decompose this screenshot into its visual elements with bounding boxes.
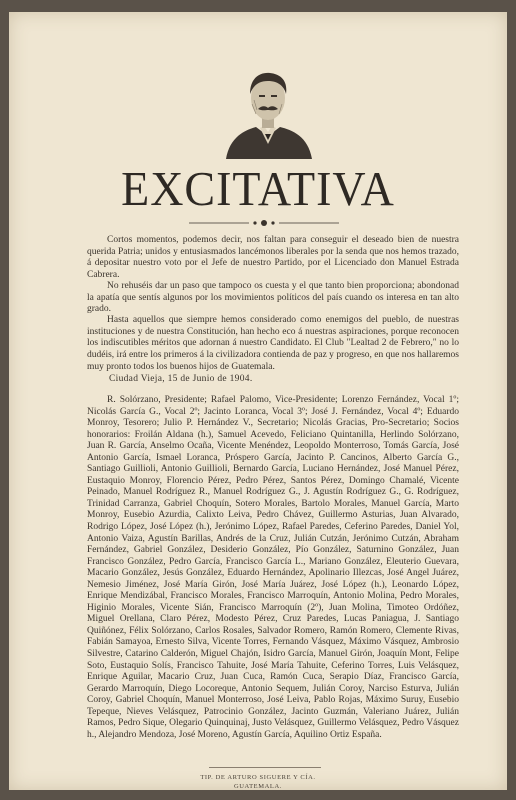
portrait-engraving — [222, 64, 314, 159]
paragraph-2: No rehuséis dar un paso que tampoco os cuesta y el que tanto bien proporciona; abondonad la apatía que sentís algunos por los movimientos políticos del país cuando os interesa en tan alto grado. — [87, 281, 459, 315]
printer-rule — [209, 767, 321, 768]
page-title: EXCITATIVA — [121, 161, 395, 216]
printer-name: TIP. DE ARTURO SIGUERE Y CÍA. — [200, 774, 316, 781]
dateline: Ciudad Vieja, 15 de Junio de 1904. — [109, 374, 253, 384]
paragraph-1: Cortos momentos, podemos decir, nos faltan para conseguir el deseado bien de nuestra querida Patria; unidos y entusiasmados lancémonos liberales por la senda que nos hemos trazado, á depositar nuestro voto por el Jefe de nuestro Partido, por el Licenciado don Manuel Estrada Cabrera. — [87, 235, 459, 281]
printer-imprint — [9, 773, 507, 791]
ornament-divider — [189, 218, 339, 228]
paragraph-3: Hasta aquellos que siempre hemos considerado como enemigos del pueblo, de nuestras instituciones y de nuestra Constitución, han hecho eco á nuestras aspiraciones, porque reconocen los indiscutibles méritos que adornan á nuestro Candidato. El Club "Lealtad 2 de Febrero," no lo dudéis, irá entre los primeros á la civilizadora contienda de paz y progreso, en que nos hallaremos muy pronto todos los buenos hijos de Guatemala. — [87, 315, 459, 372]
signers-list: R. Solórzano, Presidente; Rafael Palomo, Vice-Presidente; Lorenzo Fernández, Vocal 1º; Nicolás García G., Vocal 2º; Jacinto Loranca, Vocal 3º; José J. Fernández, Vocal 4º; Eduardo Monroy, Tesorero; Julio P. Hernández V., Secretario; Nicolás Gracias, Pro-Secretario; Socios honorarios: Froilán Aldana (h.), Samuel Acevedo, Feliciano Quintanilla, Herlindo Solórzano, Juan R. García, Anselmo Ocaña, Vicente Menéndez, Leopoldo Monterroso, Tomás García, José Antonio García, Ismael Loranca, Próspero García, Jacinto P. Cancinos, Alberto García G., Santiago Guillioli, Antonio Guillioli, Bernardo García, Luciano Hernández, José Manuel Pérez, Eustaquio Monroy, Florencio Pérez, Pedro Pérez, Santos Pérez, Domingo Chamalé, Vicente Peinado, Manuel Rodríguez R., Manuel Rodríguez G., J. Agustín Rodríguez G., G. Rodríguez, Trinidad Carranza, Gabriel Choquín, Sotero Morales, Bartolo Morales, Manuel García, Marto Monroy, Eusebio Azurdia, Calixto Leiva, Pedro Chávez, Guillermo Asturias, Juan Alvarado, Rodrigo López, José López (h.), Jerónimo López, Rafael Paredes, Ceferino Paredes, Daniel Yol, Antonio Vaiza, Agustín Barillas, Andrés de la Cruz, Julián Cutzán, Jerónimo Cutzán, Abraham Fernández, Gabriel González, Desiderio González, Pío González, Saturnino González, Juan Francisco González, Pedro García, Francisco García L., Mariano González, Eleuterio Guevara, Macario González, Jesús González, Eduardo Hernández, Apolinario Illezcas, José Angel Juárez, Nemesio Jiménez, José María Girón, José María Juárez, José López (h.), Leonardo López, Enrique Mendizábal, Francisco Morales, Francisco Marroquín, Antonio Molina, Pedro Morales, Higinio Morales, Vicente Sián, Francisco Marroquín (2º), Juan Molina, Timoteo Ordóñez, Miguel Orellana, Claro Pérez, Modesto Pérez, Cruz Paredes, Lucas Paniagua, J. Santiago Quiñónez, Félix Solórzano, Carlos Rosales, Salvador Romero, Ramón Romero, Clemente Rivas, Fabián Samayoa, Ernesto Silva, Vicente Torres, Fernando Vásquez, Máximo Vásquez, Ambrosio Silvestre, Catarino Calderón, Miguel Chajón, Isidro García, Manuel Girón, Joaquín Mont, Felipe Soto, Eustaquio Solís, Francisco Tahuite, José María Tahuite, Ceferino Torres, Luis Velásquez, Enrique Aguilar, Macario Cruz, Juan Cuca, Ramón Cuca, Serapio Díaz, Francisco García, Gerardo Marroquín, Diego Locoreque, Antonio Sequem, Julián Coroy, Narciso Esturva, Julián Coroy, Gabriel Choquín, Manuel Monterroso, José Leiva, Pablo Rojas, Máximo Suruy, Eusebio Tepeque, Nieves Velásquez, Patrocinio González, Jacinto Guzmán, Valeriano Juárez, Julián Ramos, Pedro Sique, Olegario Quinquinaj, Justo Velásquez, Guillermo Velásquez, Pedro Vásquez h., Alejandro Mendoza, José Moreno, Agustín García, Aquilino Ortiz España. — [87, 395, 459, 740]
printer-city: GUATEMALA. — [233, 783, 283, 790]
broadside-sheet — [9, 12, 507, 790]
